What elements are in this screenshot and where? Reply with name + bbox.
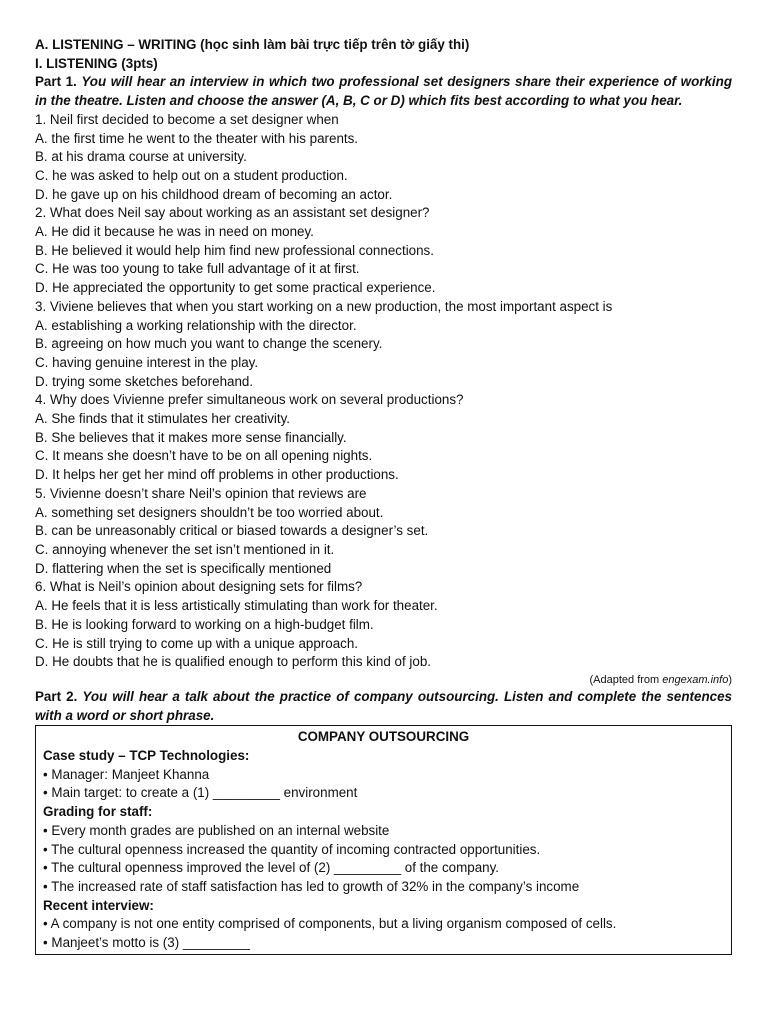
- answer-option: B. can be unreasonably critical or biased towards a designer’s set.: [35, 523, 429, 539]
- answer-option: B. agreeing on how much you want to change the scenery.: [35, 336, 383, 352]
- interview-item: • Manjeet’s motto is (3) _________: [43, 935, 250, 951]
- grading-item: • The increased rate of staff satisfaction has led to growth of 32% in the company’s income: [43, 878, 580, 894]
- answer-option: A. something set designers shouldn’t be too worried about.: [35, 504, 384, 520]
- listening-heading: I. LISTENING (3pts): [35, 55, 158, 71]
- grading-list: [43, 822, 724, 897]
- answer-option: C. having genuine interest in the play.: [35, 354, 259, 370]
- answer-option: A. the first time he went to the theater with his parents.: [35, 130, 359, 146]
- interview-item: • A company is not one entity comprised of components, but a living organism composed of cells.: [43, 916, 617, 932]
- part1-label: Part 1.: [35, 74, 77, 90]
- source-note: [35, 672, 732, 688]
- interview-heading: Recent interview:: [43, 897, 154, 913]
- part1-instruction-text: You will hear an interview in which two professional set designers share their experience of working in the theatre. Listen and choose the answer (A, B, C or D) which fits best according to what you hear.: [35, 74, 733, 109]
- case-study-heading: Case study – TCP Technologies:: [43, 748, 250, 764]
- answer-option: A. establishing a working relationship with the director.: [35, 317, 357, 333]
- case-study-item: • Manager: Manjeet Khanna: [43, 766, 210, 782]
- answer-option: C. It means she doesn’t have to be on all opening nights.: [35, 448, 373, 464]
- question-stem: 2. What does Neil say about working as an assistant set designer?: [35, 205, 430, 221]
- grading-item: • The cultural openness increased the quantity of incoming contracted opportunities.: [43, 841, 541, 857]
- part2-label: Part 2.: [35, 688, 78, 704]
- answer-option: C. he was asked to help out on a student production.: [35, 167, 348, 183]
- answer-option: D. he gave up on his childhood dream of becoming an actor.: [35, 186, 393, 202]
- answer-option: C. He was too young to take full advantage of it at first.: [35, 261, 360, 277]
- question-stem: 1. Neil first decided to become a set designer when: [35, 111, 339, 127]
- question-stem: 3. Viviene believes that when you start working on a new production, the most important aspect is: [35, 298, 613, 314]
- answer-option: D. trying some sketches beforehand.: [35, 373, 254, 389]
- outsourcing-box: [35, 725, 732, 954]
- part2-instruction-text: You will hear a talk about the practice of company outsourcing. Listen and complete the sentences with a word or short phrase.: [35, 688, 732, 723]
- answer-option: D. It helps her get her mind off problems in other productions.: [35, 467, 399, 483]
- question-stem: 5. Vivienne doesn’t share Neil’s opinion that reviews are: [35, 485, 367, 501]
- exam-page: [35, 36, 732, 955]
- source-name: engexam.info: [662, 673, 729, 686]
- section-heading: A. LISTENING – WRITING (học sinh làm bài trực tiếp trên tờ giấy thi): [35, 37, 470, 52]
- source-suffix: ): [728, 673, 732, 686]
- case-study-list: [43, 766, 724, 803]
- interview-list: [43, 915, 724, 952]
- grading-heading: Grading for staff:: [43, 804, 153, 820]
- question-stem: 4. Why does Vivienne prefer simultaneous work on several productions?: [35, 392, 464, 408]
- box-title: COMPANY OUTSOURCING: [297, 729, 470, 745]
- answer-option: A. She finds that it stimulates her creativity.: [35, 411, 291, 427]
- answer-option: B. He is looking forward to working on a high-budget film.: [35, 616, 374, 632]
- case-study-item: • Main target: to create a (1) _________ environment: [43, 785, 358, 801]
- answer-option: B. She believes that it makes more sense financially.: [35, 429, 347, 445]
- answer-option: A. He feels that it is less artistically stimulating than work for theater.: [35, 598, 438, 614]
- source-prefix: (Adapted from: [589, 673, 663, 686]
- grading-item: • Every month grades are published on an internal website: [43, 822, 390, 838]
- part1-instruction: [35, 73, 732, 110]
- answer-option: A. He did it because he was in need on money.: [35, 224, 314, 240]
- answer-option: D. He doubts that he is qualified enough to perform this kind of job.: [35, 654, 432, 670]
- grading-item: • The cultural openness improved the level of (2) _________ of the company.: [43, 860, 500, 876]
- answer-option: D. He appreciated the opportunity to get some practical experience.: [35, 280, 436, 296]
- question-list: [35, 111, 732, 672]
- answer-option: D. flattering when the set is specifically mentioned: [35, 560, 332, 576]
- part2-instruction: [35, 688, 732, 725]
- answer-option: C. annoying whenever the set isn’t mentioned in it.: [35, 541, 335, 557]
- answer-option: B. He believed it would help him find new professional connections.: [35, 242, 434, 258]
- answer-option: C. He is still trying to come up with a unique approach.: [35, 635, 359, 651]
- answer-option: B. at his drama course at university.: [35, 149, 247, 165]
- question-stem: 6. What is Neil’s opinion about designing sets for films?: [35, 579, 363, 595]
